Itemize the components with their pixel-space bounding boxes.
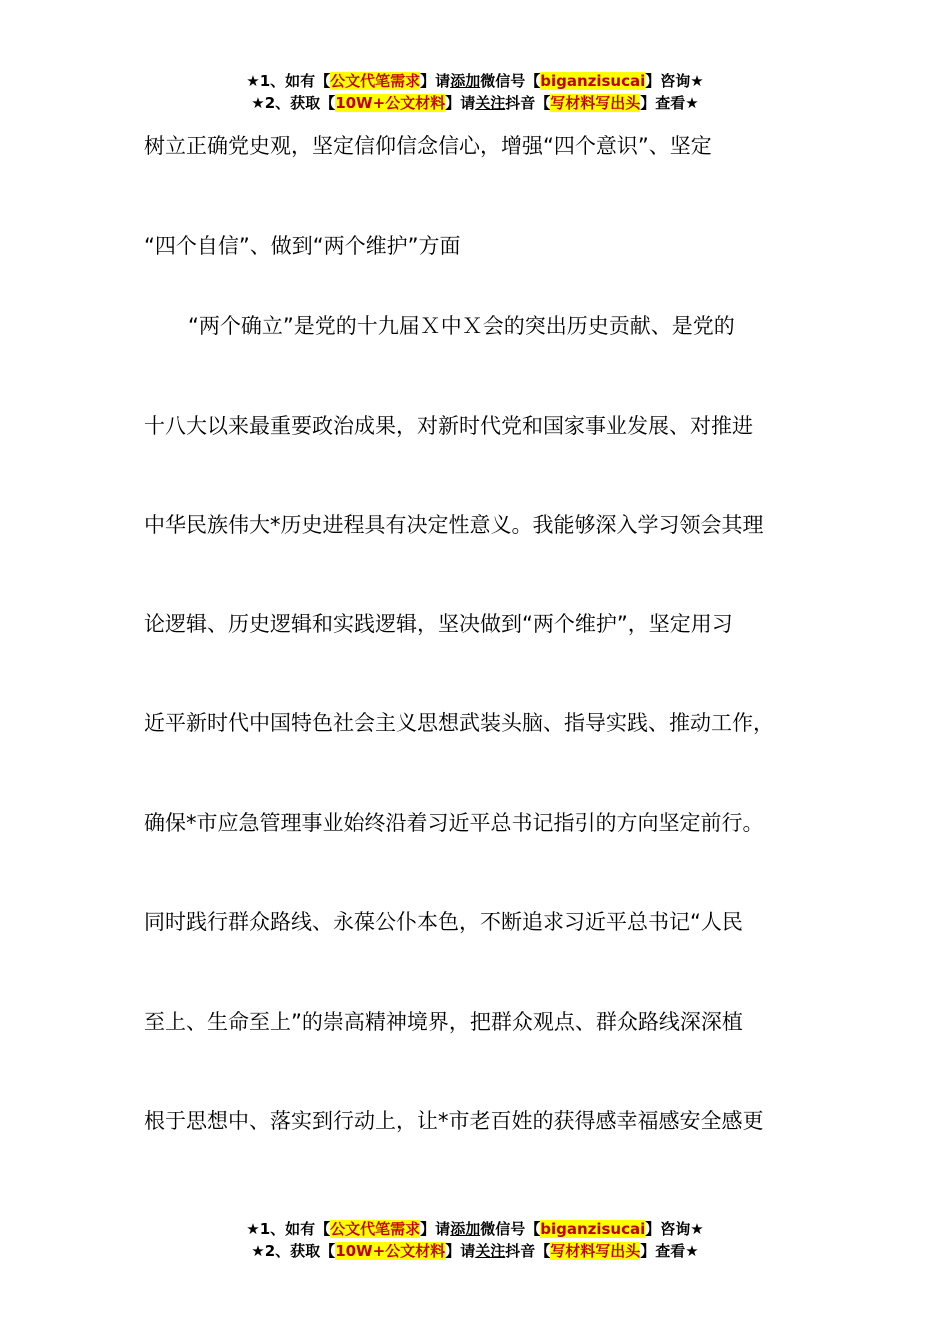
- footer-banner: [0, 1218, 950, 1262]
- highlight-douyin: 写材料写出头: [550, 1242, 641, 1260]
- paragraph-line: 根于思想中、落实到行动上，让*市老百姓的获得感幸福感安全感更: [144, 1109, 764, 1133]
- paragraph-line: 近平新时代中国特色社会主义思想武装头脑、指导实践、推动工作，: [144, 711, 774, 735]
- footer-line-1: ★1、如有【公文代笔需求】请添加微信号【biganzisucai】咨询★: [246, 1220, 704, 1238]
- paragraph-line: 十八大以来最重要政治成果，对新时代党和国家事业发展、对推进: [144, 414, 753, 438]
- highlight-materials: 10W+公文材料: [335, 1242, 446, 1260]
- paragraph-line: “两个确立”是党的十九届Ｘ中Ｘ会的突出历史贡献、是党的: [188, 314, 735, 338]
- highlight-wechat-id: biganzisucai: [540, 1220, 646, 1238]
- header-line-1: ★1、如有【公文代笔需求】请添加微信号【biganzisucai】咨询★: [246, 72, 704, 90]
- highlight-materials: 10W+公文材料: [335, 94, 446, 112]
- paragraph-line: 确保*市应急管理事业始终沿着习近平总书记指引的方向坚定前行。: [144, 811, 764, 835]
- header-line-2: ★2、获取【10W+公文材料】请关注抖音【写材料写出头】查看★: [251, 94, 699, 112]
- highlight-service: 公文代笔需求: [330, 72, 421, 90]
- header-banner: [0, 70, 950, 114]
- highlight-douyin: 写材料写出头: [550, 94, 641, 112]
- section-heading-line-1: 树立正确党史观，坚定信仰信念信心，增强“四个意识”、坚定: [144, 134, 712, 158]
- paragraph-line: 中华民族伟大*历史进程具有决定性意义。我能够深入学习领会其理: [144, 513, 764, 537]
- paragraph-line: 论逻辑、历史逻辑和实践逻辑，坚决做到“两个维护”，坚定用习: [144, 612, 733, 636]
- footer-line-2: ★2、获取【10W+公文材料】请关注抖音【写材料写出头】查看★: [251, 1242, 699, 1260]
- section-heading-line-2: “四个自信”、做到“两个维护”方面: [144, 234, 461, 258]
- highlight-wechat-id: biganzisucai: [540, 72, 646, 90]
- highlight-service: 公文代笔需求: [330, 1220, 421, 1238]
- paragraph-line: 同时践行群众路线、永葆公仆本色，不断追求习近平总书记“人民: [144, 910, 743, 934]
- paragraph-line: 至上、生命至上”的崇高精神境界，把群众观点、群众路线深深植: [144, 1010, 743, 1034]
